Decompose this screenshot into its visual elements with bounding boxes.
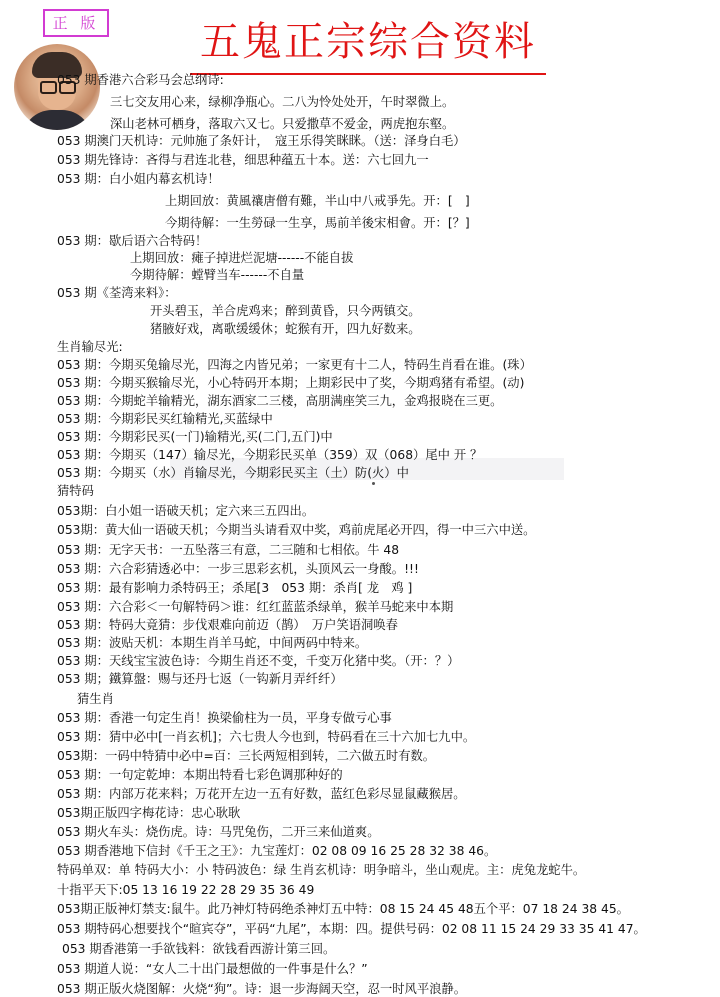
text-line: 053期：白小姐一语破天机；定六来三五四出。 bbox=[57, 504, 315, 518]
text-line: 053 期：无字天书：一五坠落三有意，二三随和七相依。牛 48 bbox=[57, 543, 400, 557]
separator-dot bbox=[372, 482, 375, 485]
version-badge: 正 版 bbox=[43, 9, 109, 37]
text-line: 开头碧玉，羊合虎鸡来；醉到黄昏，只今两镇交。 bbox=[150, 304, 421, 318]
text-line: 053 期香港地下信封《千王之王》：九宝莲灯：02 08 09 16 25 28 32 38 46。 bbox=[57, 844, 497, 858]
text-line: 053 期：最有影响力杀特码王；杀尾[3 053 期：杀肖[ 龙 鸡 ] bbox=[57, 581, 413, 595]
text-line: 053 期香港第一手欲钱料：欲钱看西游计第三回。 bbox=[62, 942, 336, 956]
text-line: 053期：一码中特猜中必中=百：三长两短相到转，二六做五时有数。 bbox=[57, 749, 436, 763]
text-line: 十指平天下:05 13 16 19 22 28 29 35 36 49 bbox=[57, 883, 315, 897]
text-line: 053 期：今期彩民买红输精光,买蓝绿中 bbox=[57, 412, 273, 426]
text-line: 053期：黄大仙一语破天机；今期当头请看双中奖，鸡前虎尾必开四，得一中三六中送。 bbox=[57, 523, 536, 537]
text-line: 053 期特码心想要找个“暄宾夺”，平码“九尾”，本期：四。提供号码：02 08 11 15 24 29 33 35 41 47。 bbox=[57, 922, 646, 936]
text-line: 三七交友用心来，绿柳净瓶心。二八为怜处处开，午时翠微上。 bbox=[110, 95, 455, 109]
text-line: 053 期：今期买（147）输尽光，今期彩民买单（359）双（068）尾中 开 ？ bbox=[57, 448, 483, 462]
text-line: 053 期：香港一句定生肖！换梁偷柱为一员，平身专做亏心事 bbox=[57, 711, 392, 725]
text-line: 053 期：歇后语六合特码！ bbox=[57, 234, 208, 248]
text-line: 053 期：内部万花来料；万花开左边一五有好数，蓝红色彩尽显鼠藏猴居。 bbox=[57, 787, 466, 801]
text-line: 053 期：天线宝宝波色诗：今期生肖还不变，千变万化猪中奖。（开：？） bbox=[57, 654, 460, 668]
section-heading: 猜特码 bbox=[57, 484, 94, 498]
text-line: 上期回放：黄風禳唐僧有難，半山中八戒爭先。开：[ ] bbox=[165, 194, 470, 208]
text-line: 053 期：今期买兔输尽光，四海之内皆兄弟；一家更有十二人，特码生肖看在谁。(珠） bbox=[57, 358, 532, 372]
text-line: 053 期：今期蛇羊输精光，湖东酒家二三楼，高朋满座笑三九，金鸡报晓在三更。 bbox=[57, 394, 503, 408]
text-line: 生肖输尽光: bbox=[57, 340, 123, 354]
text-line: 深山老林可栖身，落取六又七。只爱撒草不爱金，两虎抱东壑。 bbox=[110, 117, 455, 131]
text-line: 053期正版神灯禁支:鼠牛。此乃神灯特码绝杀神灯五中特：08 15 24 45 48五个平：07 18 24 38 45。 bbox=[57, 902, 629, 916]
text-line: 053 期：波贴天机：本期生肖羊马蛇，中间两码中特来。 bbox=[57, 636, 368, 650]
text-line: 053 期正版火烧图解：火烧“狗”。诗：退一步海阔天空，忍一时风平浪静。 bbox=[57, 982, 467, 996]
text-line: 053 期：今期买猴输尽光，小心特码开本期；上期彩民中了奖，今期鸡猪有希望。(动) bbox=[57, 376, 525, 390]
text-line: 特码单双：单 特码大小：小 特码波色：绿 生肖玄机诗：明争暗斗，坐山观虎。主：虎兔龙蛇牛。 bbox=[57, 863, 586, 877]
text-line: 053 期《荃湾来料》： bbox=[57, 286, 177, 300]
text-line: 053 期道人说：“女人二十出门最想做的一件事是什么？” bbox=[57, 962, 368, 976]
text-line: 今期待解：螳臂当车------不自量 bbox=[130, 268, 305, 282]
text-line: 053 期：今期买（水）肖输尽光，今期彩民买主（土）防(火）中 bbox=[57, 466, 409, 480]
text-line: 053 期：白小姐内幕玄机诗！ bbox=[57, 172, 220, 186]
text-line: 053 期澳门天机诗：元帅施了条奸计， 寇王乐得笑眯眯。（送：泽身白毛） bbox=[57, 134, 466, 148]
text-line: 053 期先锋诗：吝得与君连北巷，细思种蕴五十本。送：六七回九一 bbox=[57, 153, 429, 167]
text-line: 上期回放：瘫子掉进烂泥塘------不能自拔 bbox=[130, 251, 354, 265]
text-line: 053 期；鐵算盤：赐与还丹七返（一钩新月弄纤纤） bbox=[57, 672, 343, 686]
text-line: 053 期：六合彩＜一句解特码＞谁：红红蓝蓝杀绿单，猴羊马蛇来中本期 bbox=[57, 600, 454, 614]
text-line: 今期待解：一生勞碌一生享，馬前羊後宋相會。开：[？] bbox=[165, 216, 470, 230]
text-line: 猪腋好戏，离歌缓缓休；蛇猴有开，四九好数来。 bbox=[150, 322, 421, 336]
text-line: 053 期：今期彩民买(一门)输精光,买(二门,五门)中 bbox=[57, 430, 333, 444]
text-line: 053 期：猜中必中[一肖玄机]；六七贵人今也到，特码看在三十六加七九中。 bbox=[57, 730, 476, 744]
text-line: 053 期香港六合彩马会总纲诗: bbox=[57, 73, 224, 87]
text-line: 053 期：一句定乾坤：本期出特看七彩色调那种好的 bbox=[57, 768, 343, 782]
text-line: 053 期：六合彩猜透必中：一步三思彩玄机，头顶风云一身酸。!!! bbox=[57, 562, 419, 576]
section-heading: 猜生肖 bbox=[77, 692, 114, 706]
text-line: 053期正版四字梅花诗：忠心耿耿 bbox=[57, 806, 241, 820]
text-line: 053 期火车头：烧伤虎。诗：马咒兔伤，二开三来仙道爽。 bbox=[57, 825, 380, 839]
page-title: 五鬼正宗综合资料 bbox=[190, 17, 546, 75]
text-line: 053 期：特码大竟猜：步伐艰难向前迈（鹊） 万户笑语洞唤春 bbox=[57, 618, 398, 632]
